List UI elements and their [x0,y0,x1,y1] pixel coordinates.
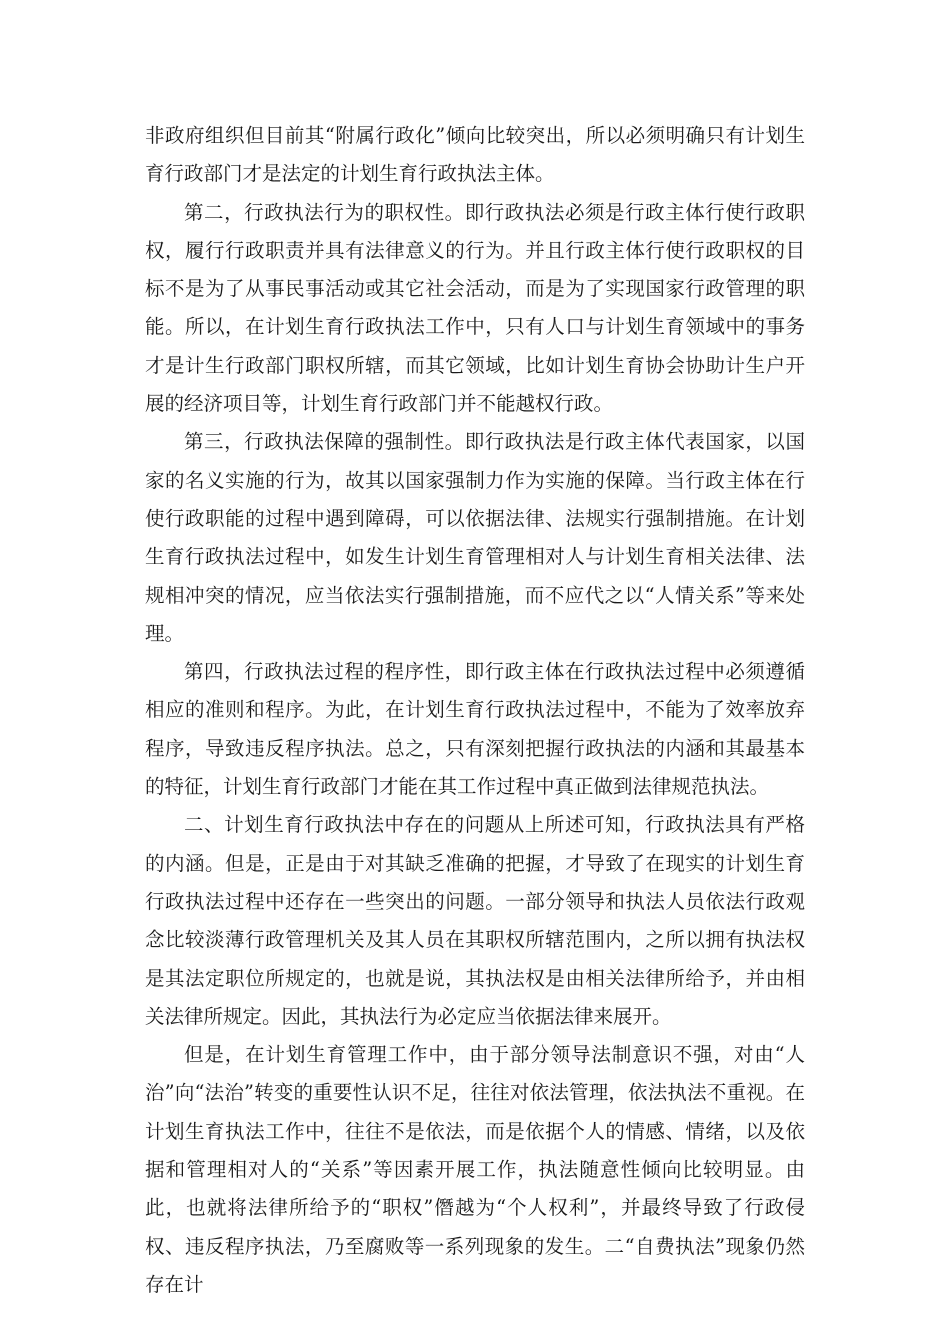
paragraph-3: 第三，行政执法保障的强制性。即行政执法是行政主体代表国家，以国家的名义实施的行为，故其以国家强制力作为实施的保障。当行政主体在行使行政职能的过程中遇到障碍，可以依据法律、法规实行强制措施。在计划生育行政执法过程中，如发生计划生育管理相对人与计划生育相关法律、法规相冲突的情况，应当依法实行强制措施，而不应代之以“人情关系”等来处理。 [145,430,805,645]
document-body [145,117,805,1304]
paragraph-1: 非政府组织但目前其“附属行政化”倾向比较突出，所以必须明确只有计划生育行政部门才是法定的计划生育行政执法主体。 [145,124,805,186]
paragraph-5: 二、计划生育行政执法中存在的问题从上所述可知，行政执法具有严格的内涵。但是，正是由于对其缺乏准确的把握，才导致了在现实的计划生育行政执法过程中还存在一些突出的问题。一部分领导和执法人员依法行政观念比较淡薄行政管理机关及其人员在其职权所辖范围内，之所以拥有执法权是其法定职位所规定的，也就是说，其执法权是由相关法律所给予，并由相关法律所规定。因此，其执法行为必定应当依据法律来展开。 [145,813,805,1028]
paragraph-6: 但是，在计划生育管理工作中，由于部分领导法制意识不强，对由“人治”向“法治”转变的重要性认识不足，往往对依法管理，依法执法不重视。在计划生育执法工作中，往往不是依法，而是依据个人的情感、情绪，以及依据和管理相对人的“关系”等因素开展工作，执法随意性倾向比较明显。由此，也就将法律所给予的“职权”僭越为“个人权利”，并最终导致了行政侵权、违反程序执法，乃至腐败等一系列现象的发生。二“自费执法”现象仍然存在计 [145,1043,805,1296]
paragraph-2: 第二，行政执法行为的职权性。即行政执法必须是行政主体行使行政职权，履行行政职责并具有法律意义的行为。并且行政主体行使行政职权的目标不是为了从事民事活动或其它社会活动，而是为了实现国家行政管理的职能。所以，在计划生育行政执法工作中，只有人口与计划生育领域中的事务才是计生行政部门职权所辖，而其它领域，比如计划生育协会协助计生户开展的经济项目等，计划生育行政部门并不能越权行政。 [145,200,805,416]
paragraph-4: 第四，行政执法过程的程序性，即行政主体在行政执法过程中必须遵循相应的准则和程序。为此，在计划生育行政执法过程中，不能为了效率放弃程序，导致违反程序执法。总之，只有深刻把握行政执法的内涵和其最基本的特征，计划生育行政部门才能在其工作过程中真正做到法律规范执法。 [145,660,805,799]
